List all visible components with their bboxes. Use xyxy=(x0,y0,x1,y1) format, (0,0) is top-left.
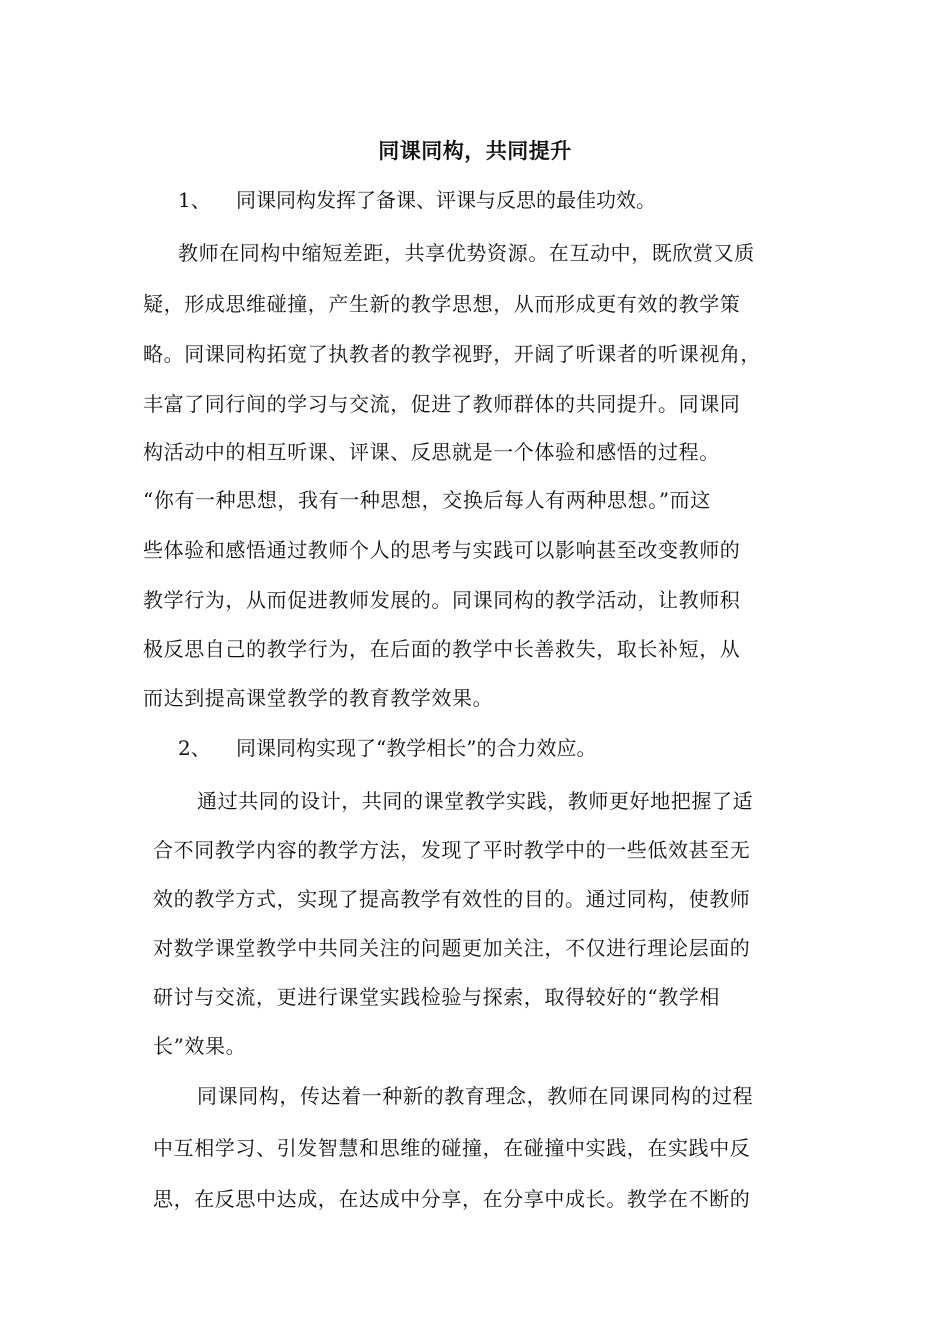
paragraph-line: 极反思自己的教学行为，在后面的教学中长善救失，取长补短，从 xyxy=(143,637,741,661)
paragraph-line: 同课同构，传达着一种新的教育理念，教师在同课同构的过程 xyxy=(197,1084,754,1108)
paragraph-line: 通过共同的设计，共同的课堂教学实践，教师更好地把握了适 xyxy=(197,789,754,813)
paragraph-line: 研讨与交流，更进行课堂实践检验与探索，取得较好的“教学相 xyxy=(153,985,721,1009)
paragraph-line: 对数学课堂教学中共同关注的问题更加关注，不仅进行理论层面的 xyxy=(153,936,751,960)
paragraph-line: 疑，形成思维碰撞，产生新的教学思想，从而形成更有效的教学策 xyxy=(143,292,741,316)
document-title: 同课同构，共同提升 xyxy=(378,139,572,163)
paragraph-line: 长”效果。 xyxy=(153,1034,247,1058)
section-heading-text: 同课同构实现了“教学相长”的合力效应。 xyxy=(236,736,597,760)
paragraph-line: 合不同教学内容的教学方法，发现了平时教学中的一些低效甚至无 xyxy=(153,838,751,862)
paragraph-line: 构活动中的相互听课、评课、反思就是一个体验和感悟的过程。 xyxy=(143,440,720,464)
paragraph-line: 中互相学习、引发智慧和思维的碰撞，在碰撞中实践，在实践中反 xyxy=(153,1136,751,1160)
paragraph-line: 而达到提高课堂教学的教育教学效果。 xyxy=(143,686,494,710)
section-number: 1、 xyxy=(178,188,211,212)
paragraph-line: 教学行为，从而促进教师发展的。同课同构的教学活动，让教师积 xyxy=(143,588,741,612)
section-heading-1 xyxy=(178,185,656,215)
section-number: 2、 xyxy=(178,736,211,760)
section-heading-text: 同课同构发挥了备课、评课与反思的最佳功效。 xyxy=(236,188,656,212)
paragraph-line: 效的教学方式，实现了提高教学有效性的目的。通过同构，使教师 xyxy=(153,887,751,911)
paragraph-line: 略。同课同构拓宽了执教者的教学视野，开阔了听课者的听课视角， xyxy=(143,342,761,366)
paragraph-line: “你有一种思想，我有一种思想，交换后每人有两种思想。”而这 xyxy=(143,488,711,512)
paragraph-line: 教师在同构中缩短差距，共享优势资源。在互动中，既欣赏又质 xyxy=(178,241,755,265)
section-heading-2 xyxy=(178,733,596,763)
paragraph-line: 思，在反思中达成，在达成中分享，在分享中成长。教学在不断的 xyxy=(153,1187,751,1211)
paragraph-line: 些体验和感悟通过教师个人的思考与实践可以影响甚至改变教师的 xyxy=(143,538,741,562)
paragraph-line: 丰富了同行间的学习与交流，促进了教师群体的共同提升。同课同 xyxy=(143,392,741,416)
